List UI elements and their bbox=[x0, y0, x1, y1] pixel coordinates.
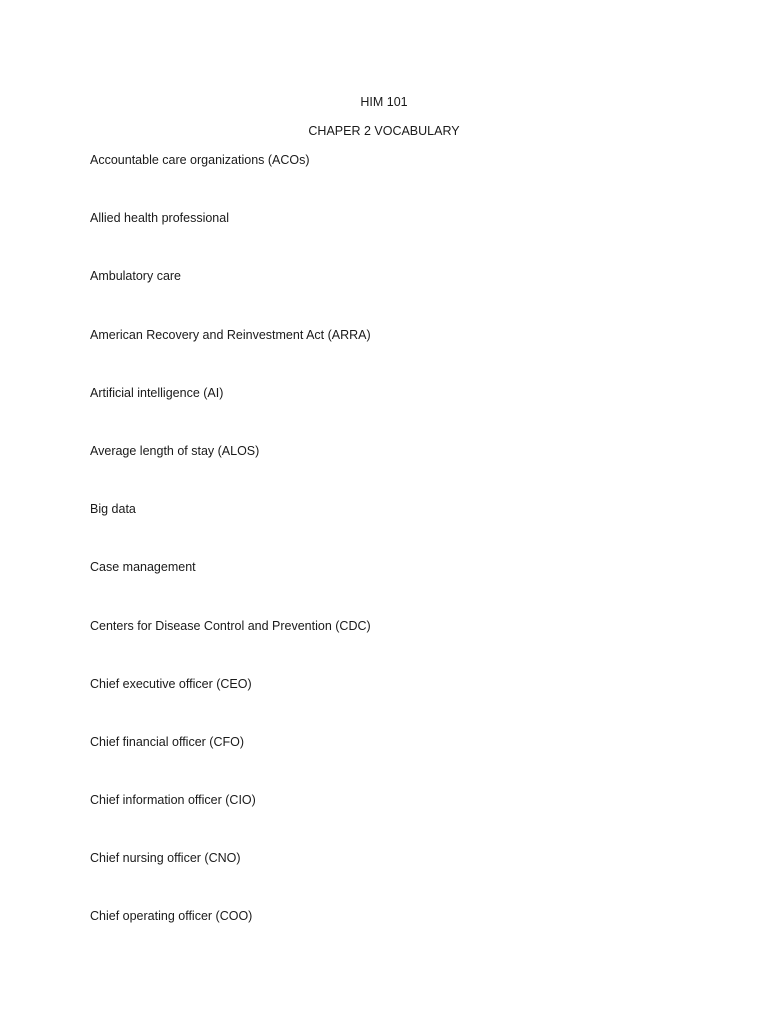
vocabulary-term: Average length of stay (ALOS) bbox=[90, 443, 260, 458]
vocabulary-term: Chief executive officer (CEO) bbox=[90, 676, 252, 691]
vocabulary-term: Chief operating officer (COO) bbox=[90, 909, 253, 924]
vocabulary-term: Chief financial officer (CFO) bbox=[90, 734, 244, 749]
course-title: HIM 101 bbox=[360, 95, 408, 109]
vocabulary-term: Case management bbox=[90, 560, 196, 575]
vocabulary-term: Centers for Disease Control and Prevention (CDC) bbox=[90, 618, 371, 633]
vocabulary-term: Ambulatory care bbox=[90, 269, 182, 284]
vocabulary-term: Big data bbox=[90, 502, 136, 517]
vocabulary-term: American Recovery and Reinvestment Act (ARRA) bbox=[90, 327, 371, 342]
chapter-title: CHAPER 2 VOCABULARY bbox=[308, 124, 460, 138]
vocabulary-term: Allied health professional bbox=[90, 211, 229, 226]
vocabulary-term: Accountable care organizations (ACOs) bbox=[90, 153, 310, 167]
vocabulary-term: Chief nursing officer (CNO) bbox=[90, 851, 241, 866]
vocabulary-term: Chief information officer (CIO) bbox=[90, 793, 256, 808]
vocabulary-term: Artificial intelligence (AI) bbox=[90, 385, 224, 400]
vocabulary-list bbox=[90, 152, 371, 967]
